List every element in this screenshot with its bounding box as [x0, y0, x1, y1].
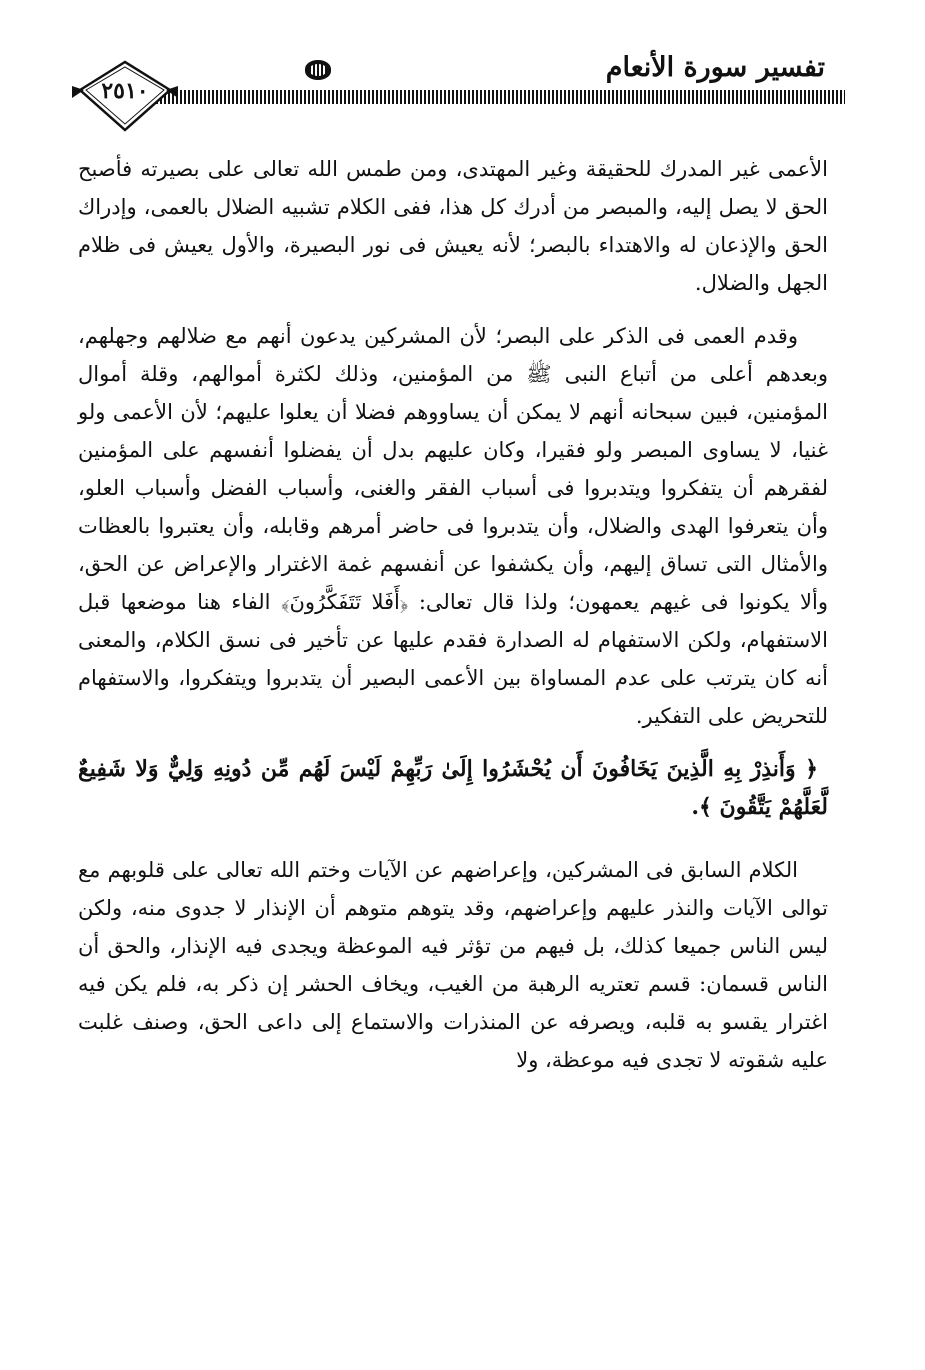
ornament-icon	[305, 60, 331, 80]
header-rule	[108, 90, 845, 104]
quran-verse: ﴿ وَأَنذِرْ بِهِ الَّذِينَ يَخَافُونَ أَن يُحْشَرُوا إِلَىٰ رَبِّهِمْ لَيْسَ لَهُم مِّن دُونِهِ وَلِيٌّ وَلا شَفِيعٌ لَّعَلَّهُمْ يَتَّقُونَ ﴾.	[78, 756, 828, 820]
page-header	[0, 0, 925, 150]
paragraph: الكلام السابق فى المشركين، وإعراضهم عن الآيات وختم الله تعالى على قلوبهم مع توالى الآيات والنذر عليهم وإعراضهم، وقد يتوهم متوهم أن الإنذار لا جدوى منه، ولكن ليس الناس جميعا كذلك، بل فيهم من تؤثر فيه الموعظة ويجدى فيه الإنذار، والحق أن الناس قسمان: قسم تعتريه الرهبة من الغيب، ويخاف الحشر إن ذكر به، فلم يكن فيه اغترار يقسو به قلبه، ويصرفه عن المنذرات والاستماع إلى داعى الحق، وصنف غلبت عليه شقوته لا تجدى فيه موعظة، ولا	[78, 858, 828, 1072]
page-body	[78, 150, 828, 1094]
running-title: تفسير سورة الأنعام	[605, 52, 825, 83]
paragraph: وقدم العمى فى الذكر على البصر؛ لأن المشركين يدعون أنهم مع ضلالهم وجهلهم، وبعدهم أعلى من أتباع النبى ﷺ من المؤمنين، وذلك لكثرة أموالهم، وقلة أموال المؤمنين، فبين سبحانه أنهم لا يمكن أن يساووهم فضلا أن يعلوا عليهم؛ لأن الأعمى ولو غنيا، لا يساوى المبصر ولو فقيرا، وكان عليهم بدل أن يفضلوا أنفسهم على المؤمنين لفقرهم أن يتفكروا ويتدبروا فى أسباب الفقر والغنى، وأسباب الفضل وأسباب العلو، وأن يتعرفوا الهدى والضلال، وأن يتدبروا فى حاضر أمرهم وقابله، وأن يعتبروا بالعظات والأمثال التى تساق إليهم، وأن يكشفوا عن أنفسهم غمة الاغترار والإعراض عن الحق، وألا يكونوا فى غيهم يعمهون؛ ولذا قال تعالى: ﴿أَفَلا تَتَفَكَّرُونَ﴾ الفاء هنا موضعها قبل الاستفهام، ولكن الاستفهام له الصدارة فقدم عليها عن تأخير فى نسق الكلام، والمعنى أنه كان يترتب على عدم المساواة بين الأعمى البصير أن يتدبروا ويتفكروا، والاستفهام للتحريض على التفكير.	[78, 324, 828, 728]
paragraph: الأعمى غير المدرك للحقيقة وغير المهتدى، ومن طمس الله تعالى على بصيرته فأصبح الحق لا يصل إليه، والمبصر من أدرك كل هذا، ففى الكلام تشبيه الضلال بالعمى، وإدراك الحق والإذعان له والاهتداء بالبصر؛ لأنه يعيش فى نور البصيرة، والأول يعيش فى ظلام الجهل والضلال.	[78, 157, 828, 295]
page-number: ٢٥١٠	[101, 78, 149, 104]
